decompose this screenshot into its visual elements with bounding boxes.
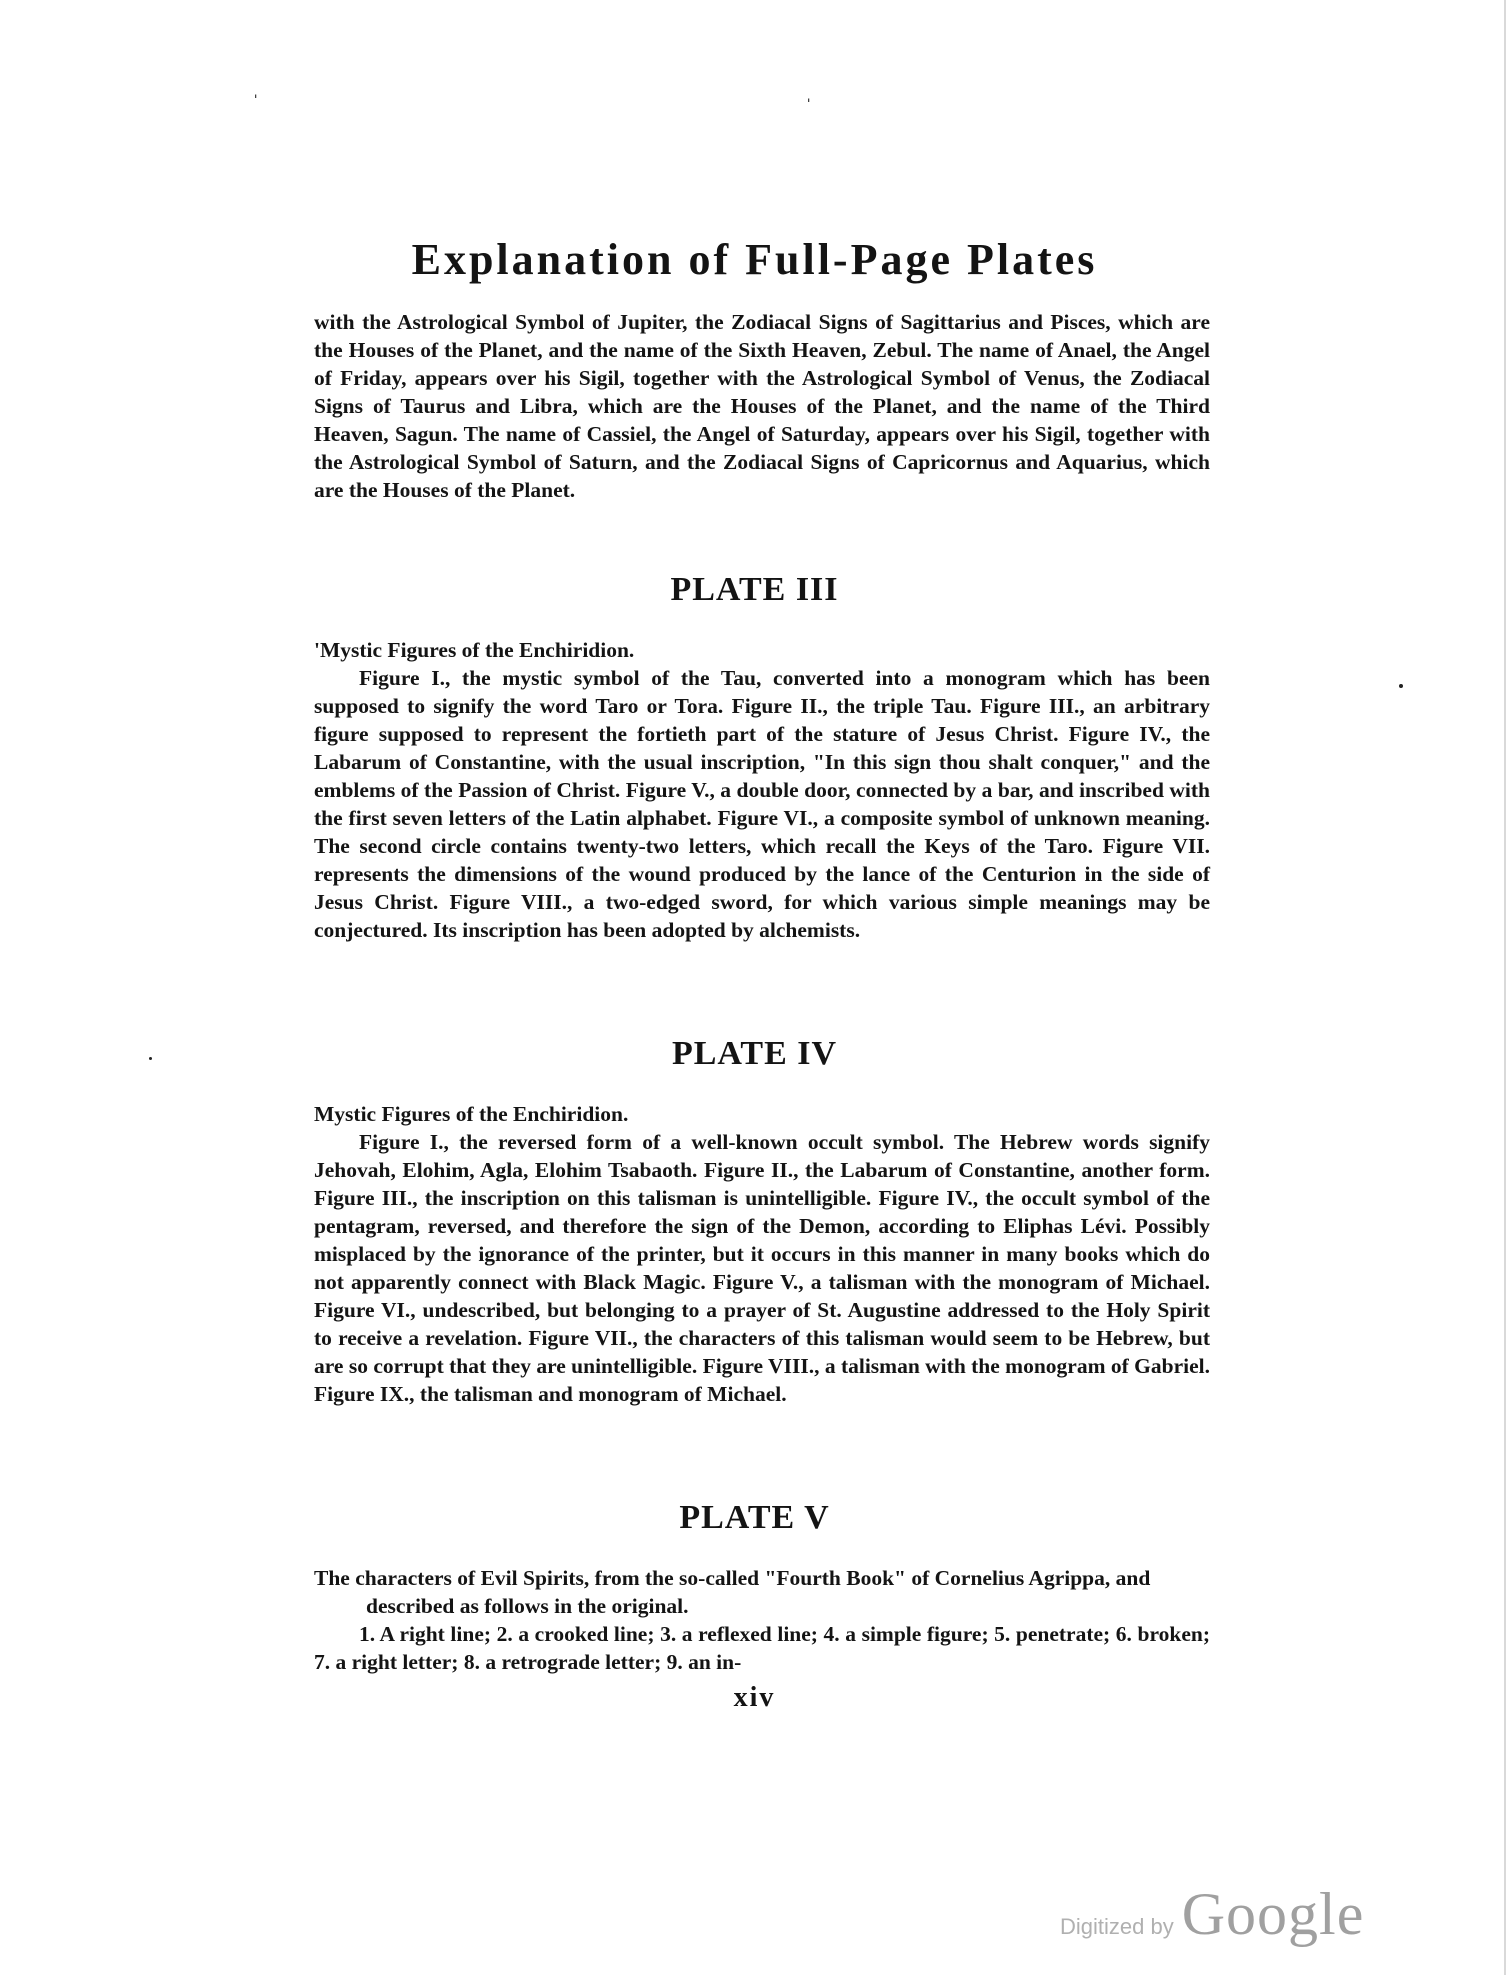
- scan-edge: [1504, 0, 1506, 1975]
- running-title: Explanation of Full-Page Plates: [411, 235, 1098, 284]
- plate-v-block: [314, 1564, 1210, 1676]
- plate-v-heading: PLATE V: [679, 1499, 830, 1536]
- plate-iii-block: [314, 636, 1210, 944]
- scan-dot: [1399, 684, 1403, 688]
- continuation-paragraph: with the Astrological Symbol of Jupiter, the Zodiacal Signs of Sagittarius and Pisces, which are the Houses of the Planet, and the name of the Sixth Heaven, Zebul. The name of Anael, the Angel of Friday, appears over his Sigil, together with the Astrological Symbol of Venus, the Zodiacal Signs of Taurus and Libra, which are the Houses of the Planet, and the name of the Third Heaven, Sagun. The name of Cassiel, the Angel of Saturday, appears over his Sigil, together with the Astrological Symbol of Saturn, and the Zodiacal Signs of Capricornus and Aquarius, which are the Houses of the Planet.: [314, 310, 1210, 502]
- google-logo: Google: [1181, 1881, 1365, 1947]
- plate-iii-caption: 'Mystic Figures of the Enchiridion.: [314, 638, 635, 662]
- plate-v-caption: The characters of Evil Spirits, from the so-called "Fourth Book" of Cornelius Agrippa, and described as follows in the original.: [314, 1566, 1151, 1618]
- plate-v-body: 1. A right line; 2. a crooked line; 3. a reflexed line; 4. a simple figure; 5. penetrate; 6. broken; 7. a right letter; 8. a retrograde letter; 9. an in-: [314, 1622, 1210, 1674]
- scan-speck: ˈ: [252, 90, 260, 115]
- plate-iv-body: Figure I., the reversed form of a well-known occult symbol. The Hebrew words signify Jehovah, Elohim, Agla, Elohim Tsabaoth. Figure II., the Labarum of Constantine, another form. Figure III., the inscription on this talisman is unintelligible. Figure IV., the occult symbol of the pentagram, reversed, and therefore the sign of the Demon, according to Eliphas Lévi. Possibly misplaced by the ignorance of the printer, but it occurs in this manner in many books which do not apparently connect with Black Magic. Figure V., a talisman with the monogram of Michael. Figure VI., undescribed, but belonging to a prayer of St. Augustine addressed to the Holy Spirit to receive a revelation. Figure VII., the characters of this talisman would seem to be Hebrew, but are so corrupt that they are unintelligible. Figure VIII., a talisman with the monogram of Gabriel. Figure IX., the talisman and monogram of Michael.: [314, 1130, 1210, 1406]
- scan-speck: ˈ: [805, 94, 813, 119]
- watermark-text: Digitized by: [1060, 1914, 1174, 1939]
- digitized-watermark: [1060, 1880, 1364, 1950]
- page-number: xiv: [733, 1682, 776, 1713]
- plate-iv-block: [314, 1100, 1210, 1408]
- plate-iv-caption: Mystic Figures of the Enchiridion.: [314, 1102, 629, 1126]
- plate-iii-heading: PLATE III: [670, 571, 839, 608]
- plate-iv-heading: PLATE IV: [671, 1035, 838, 1072]
- continuation-block: [314, 308, 1210, 504]
- plate-iii-body: Figure I., the mystic symbol of the Tau, converted into a monogram which has been supposed to signify the word Taro or Tora. Figure II., the triple Tau. Figure III., an arbitrary figure supposed to represent the fortieth part of the stature of Jesus Christ. Figure IV., the Labarum of Constantine, with the usual inscription, "In this sign thou shalt conquer," and the emblems of the Passion of Christ. Figure V., a double door, connected by a bar, and inscribed with the first seven letters of the Latin alphabet. Figure VI., a composite symbol of unknown meaning. The second circle contains twenty-two letters, which recall the Keys of the Taro. Figure VII. represents the dimensions of the wound produced by the lance of the Centurion in the side of Jesus Christ. Figure VIII., a two-edged sword, for which various simple meanings may be conjectured. Its inscription has been adopted by alchemists.: [314, 666, 1210, 942]
